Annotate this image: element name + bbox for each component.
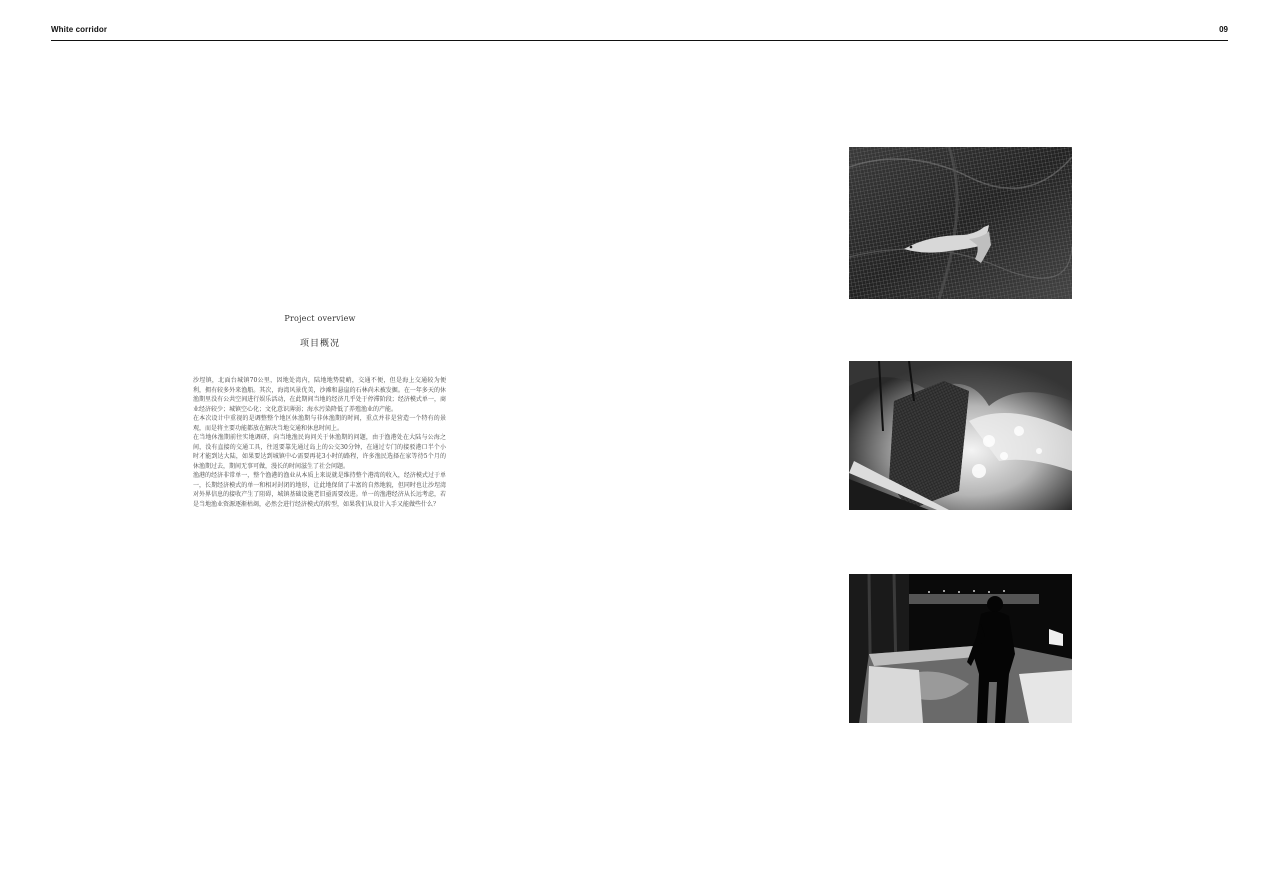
photo-fisherman-on-deck: [849, 574, 1072, 723]
header-title: White corridor: [51, 25, 108, 34]
overview-body-text: [193, 376, 446, 509]
page-number: 09: [1219, 25, 1228, 34]
header-divider: [51, 40, 1228, 41]
overview-paragraph: 在本次设计中重视的是调整整个地区休渔期与非休渔期的时间，重点并非是营造一个特有的景观，而是将主要功能都放在解决当地交通和休息时间上。: [193, 415, 446, 432]
photo-fish-in-net: [849, 147, 1072, 299]
overview-paragraph: 沙埕镇，北面台城镇70公里，因地处湾内，陆地地势陡峭，交通不便，但是海上交通较为便利，拥有较多外来渔船。其次，海湾风景优美，沙滩和悬崖的石林尚未被发掘。在一年多天的休渔期里没有公共空间进行娱乐活动，在此期间当地的经济几乎处于停滞阶段；经济模式单一，商业经济较少；城镇空心化；文化意识薄弱；海水污染降低了养殖渔业的产能。: [193, 377, 446, 413]
overview-paragraph: 渔港的经济非常单一，整个渔港的渔业从本质上来说就是维持整个港湾的收入，经济模式过于单一，长期经济模式的单一和相对封闭的地形，让此地保留了丰富的自然地貌，但同时也让沙埕湾对外界信息的接收产生了阻碍，城镇基础设施老旧亟需要改进。单一的渔港经济从长远考虑，若是当地渔业资源逐渐枯竭，必然会进行经济模式的转型，如果我们从设计入手又能做些什么？: [193, 472, 446, 508]
section-heading-english: Project overview: [284, 314, 356, 323]
photo-net-splashing-water: [849, 361, 1072, 510]
overview-paragraph: 在当地休渔期前往实地调研，向当地渔民询问关于休渔期的问题，由于渔港处在大陆与公海之间，没有直接的交通工具，往返要靠先通过岛上的公交30分钟，在通过专门的接驳港口半个小时才能到达大陆，如果要达到城镇中心需要再花3小时的路程，许多渔民选择在家等待5个月的休渔期过去，期间无事可做，漫长的时间滋生了社会问题。: [193, 434, 446, 470]
section-heading-chinese: 项目概况: [299, 339, 340, 349]
